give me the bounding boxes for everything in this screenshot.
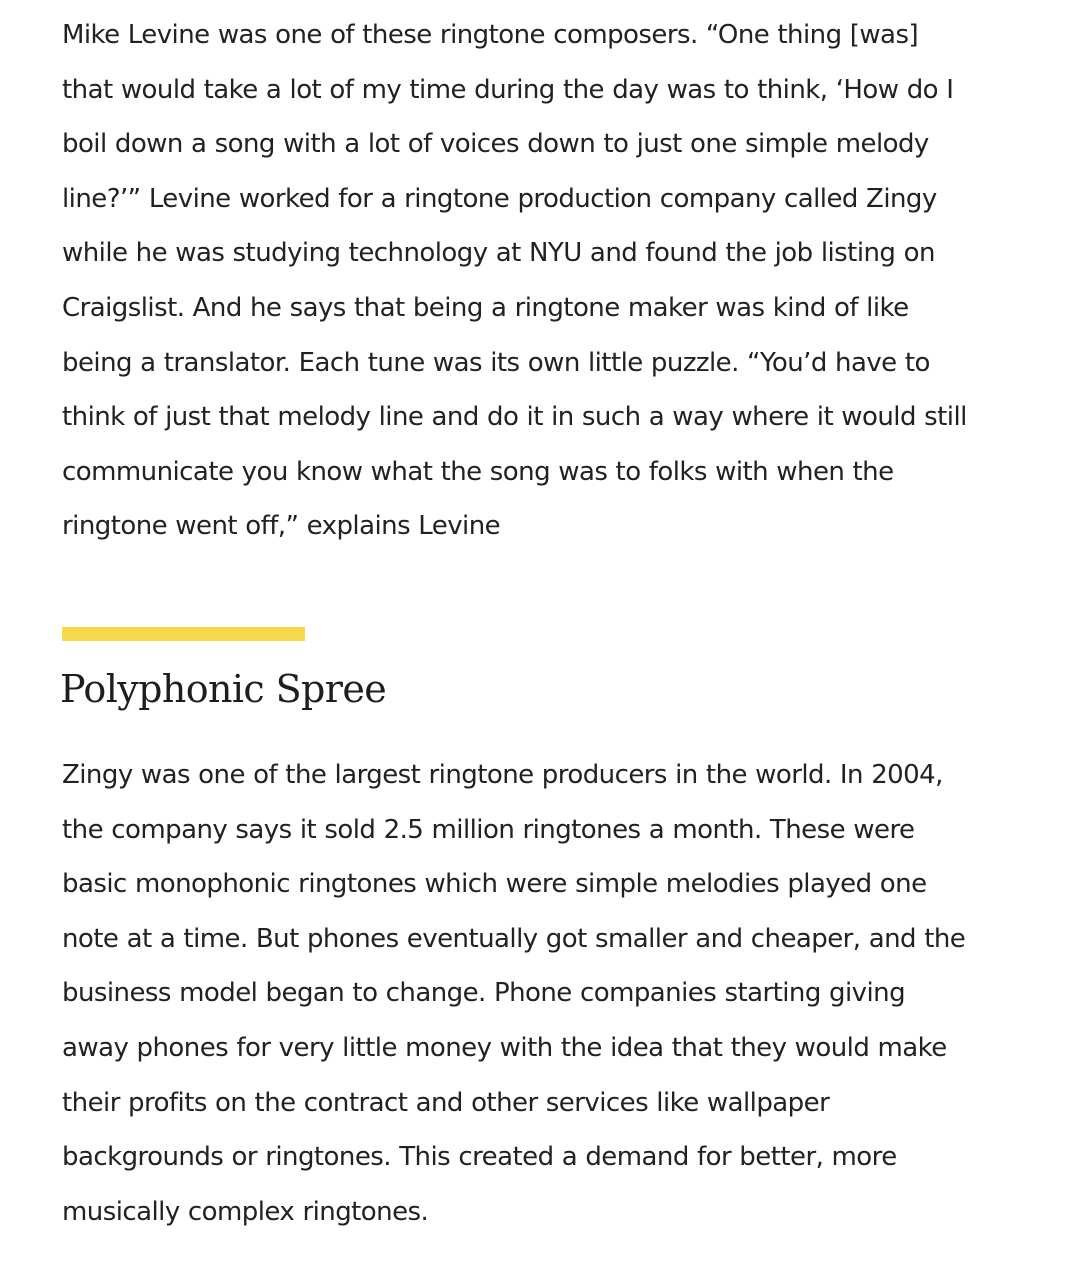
section-accent-rule	[62, 627, 305, 641]
section-heading: Polyphonic Spree	[60, 667, 387, 711]
text-line: think of just that melody line and do it in such a way where it would still	[62, 402, 967, 433]
text-line: away phones for very little money with the idea that they would make	[62, 1032, 947, 1063]
text-line: Mike Levine was one of these ringtone composers. “One thing [was]	[62, 20, 919, 50]
paragraph-zingy	[62, 748, 982, 1239]
text-line: backgrounds or ringtones. This created a demand for better, more	[62, 1142, 897, 1173]
paragraph-levine	[62, 8, 982, 554]
text-line: Craigslist. And he says that being a ringtone maker was kind of like	[62, 292, 909, 323]
text-line: communicate you know what the song was to folks with when the	[62, 456, 894, 487]
text-line: basic monophonic ringtones which were simple melodies played one	[62, 869, 927, 900]
text-line: the company says it sold 2.5 million ringtones a month. These were	[62, 814, 915, 845]
text-line: while he was studying technology at NYU and found the job listing on	[62, 238, 935, 269]
text-line: ringtone went off,” explains Levine	[62, 511, 501, 542]
text-line: being a translator. Each tune was its own little puzzle. “You’d have to	[62, 347, 930, 378]
text-line: that would take a lot of my time during the day was to think, ‘How do I	[62, 74, 954, 105]
text-line: line?’” Levine worked for a ringtone production company called Zingy	[62, 183, 937, 214]
text-line: musically complex ringtones.	[62, 1196, 429, 1227]
text-line: boil down a song with a lot of voices down to just one simple melody	[62, 129, 929, 160]
text-line: business model began to change. Phone companies starting giving	[62, 978, 906, 1009]
text-line: note at a time. But phones eventually got smaller and cheaper, and the	[62, 923, 966, 954]
article-body	[62, 8, 982, 554]
article-body-section	[62, 748, 982, 1239]
text-line: Zingy was one of the largest ringtone producers in the world. In 2004,	[62, 760, 943, 790]
text-line: their profits on the contract and other services like wallpaper	[62, 1087, 830, 1118]
